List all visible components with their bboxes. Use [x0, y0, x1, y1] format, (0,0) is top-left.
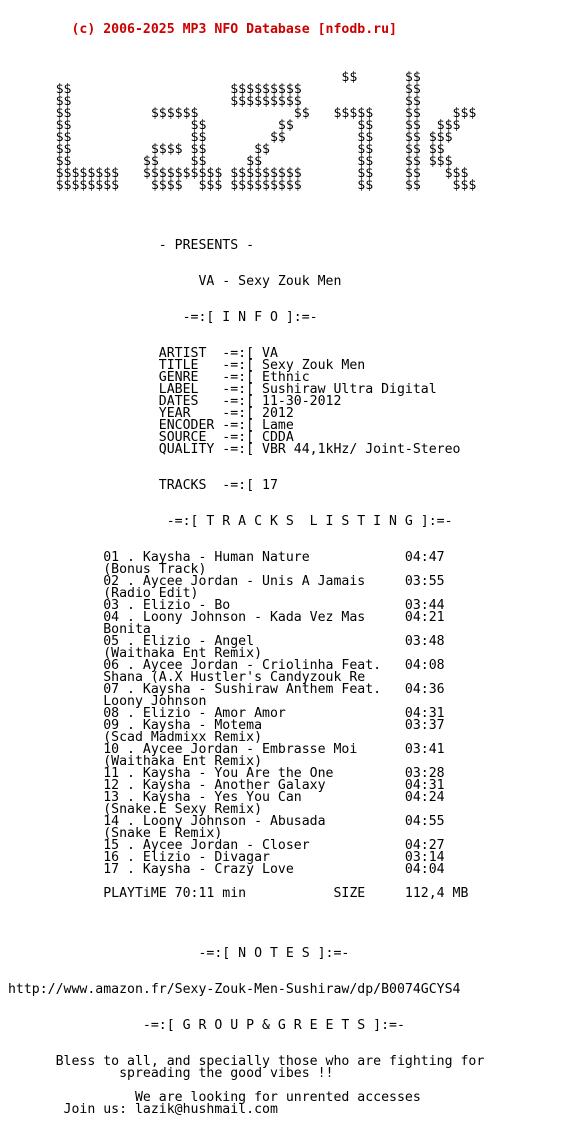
nfo-line: $$ $$$$ $$ $$ $$ $$ $$ — [0, 142, 445, 157]
nfo-line: $$ $$ $$ $$ $$ $$ $$$ — [0, 154, 453, 169]
header-indent — [0, 22, 71, 37]
nfo-line: (Scad Madmixx Remix) — [0, 730, 263, 745]
nfo-line: GENRE -=:[ Ethnic — [0, 370, 310, 385]
nfo-line: 15 . Aycee Jordan - Closer 04:27 — [0, 838, 445, 853]
nfo-line: QUALITY -=:[ VBR 44,1kHz/ Joint-Stereo — [0, 442, 461, 457]
nfo-line: 02 . Aycee Jordan - Unis A Jamais 03:55 — [0, 574, 445, 589]
nfo-line — [0, 1032, 568, 1044]
nfo-line: (Bonus Track) — [0, 562, 207, 577]
nfo-line: YEAR -=:[ 2012 — [0, 406, 294, 421]
nfo-line: 09 . Kaysha - Motema 03:37 — [0, 718, 445, 733]
nfo-line — [0, 492, 568, 504]
nfo-line: ENCODER -=:[ Lame — [0, 418, 294, 433]
nfo-line — [0, 324, 568, 336]
nfo-line: -=:[ G R O U P & G R E E T S ]:=- — [0, 1018, 405, 1033]
nfo-line: 14 . Loony Johnson - Abusada 04:55 — [0, 814, 445, 829]
nfo-line: 06 . Aycee Jordan - Criolinha Feat. 04:08 — [0, 658, 445, 673]
nfo-line: 04 . Loony Johnson - Kada Vez Mas 04:21 — [0, 610, 445, 625]
nfo-line: - PRESENTS - — [0, 238, 255, 253]
nfo-line: (Waithaka Ent Remix) — [0, 646, 263, 661]
nfo-line — [0, 996, 568, 1008]
nfo-line: Join us: lazik@hushmail.com — [0, 1102, 278, 1117]
nfo-line: 05 . Elizio - Angel 03:48 — [0, 634, 445, 649]
nfo-line — [0, 900, 568, 912]
nfo-line: 12 . Kaysha - Another Galaxy 04:31 — [0, 778, 445, 793]
nfo-line: PLAYTiME 70:11 min SIZE 112,4 MB — [0, 886, 469, 901]
nfo-line: (Snake.E Sexy Remix) — [0, 802, 263, 817]
nfo-line: $$ $$ $$ $$ $$ $$$ — [0, 118, 461, 133]
nfo-line: Loony Johnson — [0, 694, 207, 709]
nfo-line: SOURCE -=:[ CDDA — [0, 430, 294, 445]
nfo-line — [0, 216, 568, 228]
nfo-line: Shana (A.X Hustler's Candyzouk Re — [0, 670, 366, 685]
nfo-line: $$ $$$$$$ $$ $$$$$ $$ $$$ — [0, 106, 477, 121]
nfo-line: $$ $$$$$$$$$ $$ — [0, 82, 421, 97]
nfo-line — [0, 192, 568, 204]
nfo-line: DATES -=:[ 11-30-2012 — [0, 394, 342, 409]
nfo-line: $$$$$$$$ $$$$ $$$ $$$$$$$$$ $$ $$ $$$ — [0, 178, 477, 193]
nfo-line: Bonita — [0, 622, 151, 637]
nfo-line: (Waithaka Ent Remix) — [0, 754, 263, 769]
nfo-lines — [0, 60, 568, 1116]
nfo-line: 08 . Elizio - Amor Amor 04:31 — [0, 706, 445, 721]
nfo-line: ARTIST -=:[ VA — [0, 346, 278, 361]
nfo-line: TITLE -=:[ Sexy Zouk Men — [0, 358, 366, 373]
nfo-line: We are looking for unrented accesses — [0, 1090, 421, 1105]
nfo-line — [0, 912, 568, 924]
nfo-line: (Snake E Remix) — [0, 826, 223, 841]
nfo-line — [0, 528, 568, 540]
nfo-line: 03 . Elizio - Bo 03:44 — [0, 598, 445, 613]
nfo-line: 13 . Kaysha - Yes You Can 04:24 — [0, 790, 445, 805]
nfo-line: (Radio Edit) — [0, 586, 199, 601]
nfo-line: TRACKS -=:[ 17 — [0, 478, 278, 493]
header-line — [0, 24, 568, 36]
nfo-line — [0, 924, 568, 936]
nfo-line: 01 . Kaysha - Human Nature 04:47 — [0, 550, 445, 565]
nfo-line: 17 . Kaysha - Crazy Love 04:04 — [0, 862, 445, 877]
nfodb-link[interactable]: (c) 2006-2025 MP3 NFO Database [nfodb.ru] — [71, 22, 397, 37]
nfo-line — [0, 456, 568, 468]
nfo-line: -=:[ T R A C K S L I S T I N G ]:=- — [0, 514, 453, 529]
nfo-line — [0, 960, 568, 972]
nfo-line — [0, 252, 568, 264]
nfo-line: -=:[ I N F O ]:=- — [0, 310, 318, 325]
nfo-line — [0, 204, 568, 216]
nfo-line: spreading the good vibes !! — [0, 1066, 334, 1081]
nfo-line: $$ $$ — [0, 70, 421, 85]
nfo-line: 16 . Elizio - Divagar 03:14 — [0, 850, 445, 865]
nfo-line — [0, 288, 568, 300]
nfo-line: $$ $$ $$ $$ $$ $$$ — [0, 130, 453, 145]
nfo-line: 07 . Kaysha - Sushiraw Anthem Feat. 04:36 — [0, 682, 445, 697]
nfo-line: 11 . Kaysha - You Are the One 03:28 — [0, 766, 445, 781]
nfo-line: VA - Sexy Zouk Men — [0, 274, 342, 289]
nfo-line: -=:[ N O T E S ]:=- — [0, 946, 350, 961]
nfo-line: http://www.amazon.fr/Sexy-Zouk-Men-Sushiraw/dp/B0074GCYS4 — [0, 982, 461, 997]
nfo-line: LABEL -=:[ Sushiraw Ultra Digital — [0, 382, 437, 397]
nfo-line: 10 . Aycee Jordan - Embrasse Moi 03:41 — [0, 742, 445, 757]
nfo-line: Bless to all, and specially those who are fighting for — [0, 1054, 485, 1069]
nfo-line: $$$$$$$$ $$$$$$$$$$ $$$$$$$$$ $$ $$ $$$ — [0, 166, 469, 181]
nfo-line: $$ $$$$$$$$$ $$ — [0, 94, 421, 109]
